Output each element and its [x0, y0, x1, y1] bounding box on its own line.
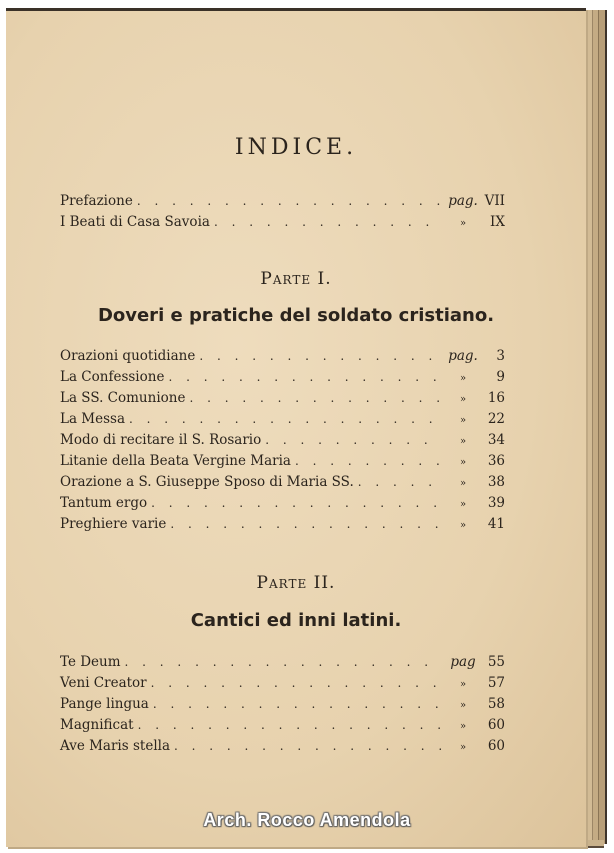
toc-entry-label: Pange lingua — [60, 696, 149, 712]
toc-entry-label: Modo di recitare il S. Rosario — [60, 432, 262, 448]
leader-dots — [151, 676, 441, 690]
toc-page-number: 60 — [487, 717, 505, 733]
toc-row — [60, 432, 505, 452]
toc-row — [60, 411, 505, 431]
toc-page-prefix: » — [459, 373, 467, 384]
toc-row — [60, 675, 505, 695]
index-title: INDICE. — [234, 135, 358, 160]
toc-row — [60, 696, 505, 716]
toc-row-beati — [60, 214, 505, 234]
toc-page-prefix: pag. — [448, 348, 478, 364]
toc-entry-label: La Messa — [60, 411, 126, 427]
toc-page-prefix: » — [459, 218, 467, 229]
part-2-heading: Cantici ed inni latini. — [190, 610, 402, 631]
toc-row — [60, 453, 505, 473]
toc-entry-label: Prefazione — [60, 193, 133, 209]
leader-dots — [137, 194, 441, 208]
toc-row-prefazione — [60, 193, 505, 213]
toc-entry-label: La Confessione — [60, 369, 165, 385]
toc-entry-label: Orazione a S. Giuseppe Sposo di Maria SS. — [60, 474, 354, 490]
toc-page-prefix: » — [459, 394, 467, 405]
toc-entry-label: La SS. Comunione — [60, 390, 186, 406]
part-1-heading: Doveri e pratiche del soldato cristiano. — [97, 305, 495, 326]
toc-page-prefix: » — [459, 436, 467, 447]
toc-row — [60, 654, 505, 674]
leader-dots — [168, 370, 441, 384]
toc-entry-label: I Beati di Casa Savoia — [60, 214, 210, 230]
page-edge — [586, 10, 593, 844]
toc-page-number: 16 — [487, 390, 505, 406]
toc-page-prefix: » — [459, 700, 467, 711]
leader-dots — [170, 517, 441, 531]
toc-page-number: 38 — [487, 474, 505, 490]
part-1-label: Parte I. — [260, 269, 332, 289]
toc-page-number: 39 — [487, 495, 505, 511]
leader-dots — [138, 718, 441, 732]
toc-page-prefix: » — [459, 679, 467, 690]
toc-page-prefix: pag. — [448, 193, 478, 209]
leader-dots — [189, 391, 441, 405]
toc-page-prefix: pag — [450, 654, 476, 670]
leader-dots — [265, 433, 441, 447]
toc-page-number: 34 — [487, 432, 505, 448]
toc-row — [60, 348, 505, 368]
toc-row — [60, 738, 505, 758]
toc-row — [60, 495, 505, 515]
toc-page-number: VII — [484, 193, 505, 209]
leader-dots — [153, 697, 441, 711]
toc-page-number: IX — [490, 214, 505, 230]
toc-entry-label: Orazioni quotidiane — [60, 348, 196, 364]
toc-page-number: 41 — [487, 516, 505, 532]
toc-entry-label: Tantum ergo — [60, 495, 148, 511]
toc-row — [60, 369, 505, 389]
toc-entry-label: Litanie della Beata Vergine Maria — [60, 453, 291, 469]
leader-dots — [295, 454, 441, 468]
leader-dots — [214, 215, 441, 229]
toc-page-prefix: » — [459, 742, 467, 753]
toc-entry-label: Ave Maris stella — [60, 738, 170, 754]
leader-dots — [174, 739, 441, 753]
toc-page-number: 3 — [496, 348, 505, 364]
leader-dots — [151, 496, 441, 510]
leader-dots — [358, 475, 441, 489]
toc-page-number: 9 — [496, 369, 505, 385]
toc-page-prefix: » — [459, 721, 467, 732]
toc-page-number: 36 — [487, 453, 505, 469]
part-2-label: Parte II. — [256, 573, 336, 593]
toc-row — [60, 474, 505, 494]
leader-dots — [129, 412, 441, 426]
toc-page-number: 60 — [487, 738, 505, 754]
toc-page-number: 58 — [487, 696, 505, 712]
leader-dots — [125, 655, 441, 669]
book-page — [6, 8, 586, 847]
toc-page-prefix: » — [459, 520, 467, 531]
toc-page-number: 55 — [487, 654, 505, 670]
toc-page-prefix: » — [459, 499, 467, 510]
leader-dots — [199, 349, 441, 363]
toc-page-prefix: » — [459, 457, 467, 468]
toc-entry-label: Te Deum — [60, 654, 121, 670]
toc-page-prefix: » — [459, 415, 467, 426]
toc-page-prefix: » — [459, 478, 467, 489]
toc-row — [60, 717, 505, 737]
toc-entry-label: Veni Creator — [60, 675, 147, 691]
toc-entry-label: Magnificat — [60, 717, 134, 733]
toc-row — [60, 516, 505, 536]
page-edge — [599, 10, 607, 844]
toc-page-number: 22 — [487, 411, 505, 427]
toc-page-number: 57 — [487, 675, 505, 691]
toc-entry-label: Preghiere varie — [60, 516, 167, 532]
archive-watermark: Arch. Rocco Amendola — [203, 810, 411, 830]
toc-row — [60, 390, 505, 410]
